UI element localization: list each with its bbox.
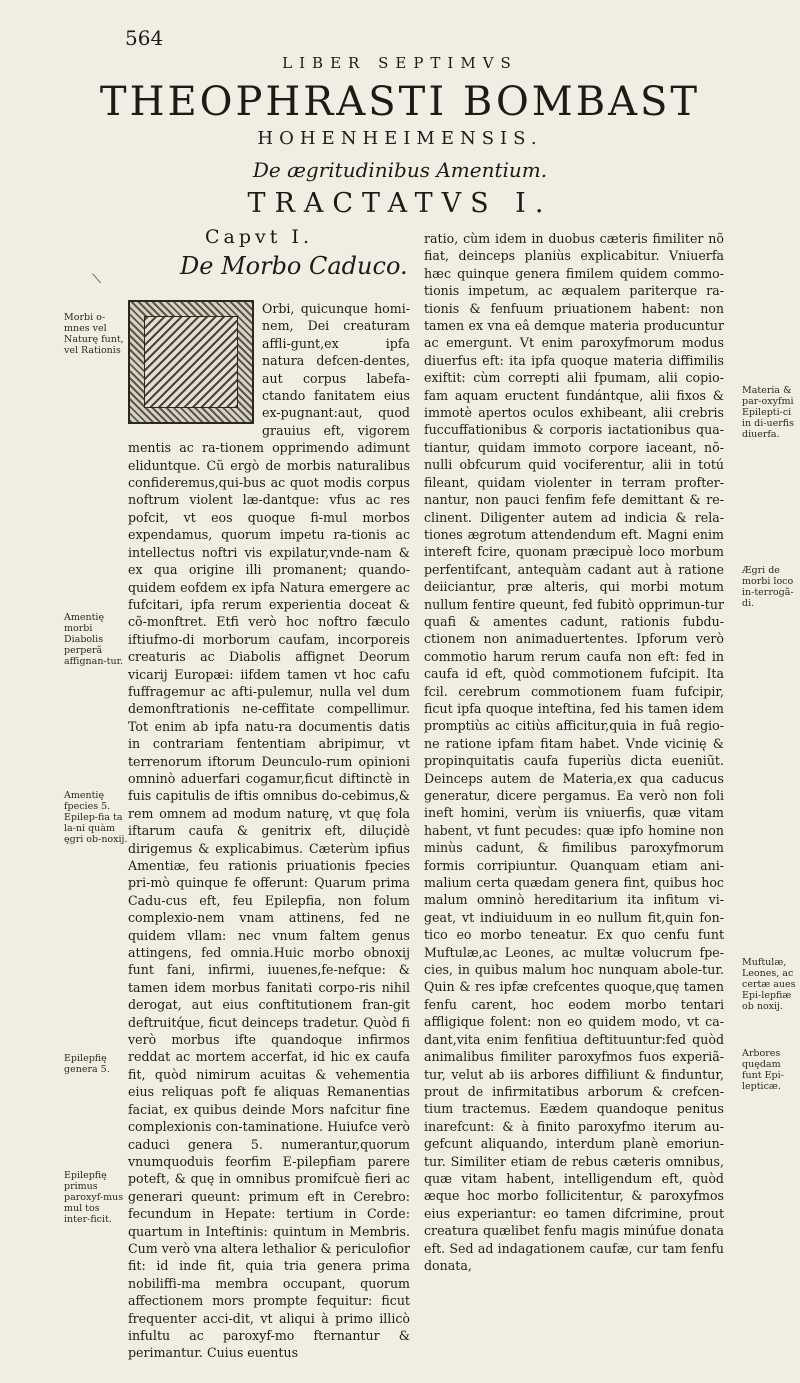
- margin-note-right: Muftulæ, Leones, ac certæ aues Epi-lepfiæ ob noxij.: [742, 957, 796, 1012]
- margin-note-left: Epilepfię genera 5.: [64, 1053, 110, 1075]
- running-head: LIBER SEPTIMVS: [282, 54, 518, 72]
- margin-mark: ⟍: [92, 272, 102, 287]
- margin-note-left: Morbi o-mnes vel Naturę funt, vel Rationis: [64, 312, 124, 356]
- margin-note-left: Amentię fpecies 5. Epilep-fia ta la-ni quàm ęgri ob-noxij.: [64, 790, 128, 845]
- left-column-text: Orbi, quicunque homi-nem, Dei creaturam affli-gunt,ex ipfa natura defcen-dentes, aut corpus labefa-ctando fanitatem eius ex-pugnant:aut, quod grauius eft, vigorem mentis ac ra-tionem opprimendo adimunt eliduntque. Cũ ergò de morbis naturalibus confideremus,qui-bus ac quot modis corpus noftrum violent læ-dantque: vfus ac res pofcit, vt eos quoque fi-mul morbos expendamus, quorum impetu ra-tionis ac intellectus noftri vis expilatur,vnde-nam & ex qua origine illi promanent; quando-quidem eofdem ex ipfa Natura emergere ac fufcitari, ipfa rerum experientia doceat & cõ-monftret. Etfi verò hoc noftro fæculo iftiufmo-di morborum caufam, incorporeis creaturis ac Diabolis affignet Deorum vicarij Europæi: iifdem tamen vt hoc cafu fuffragemur ac afti-pulemur, nulla vel dum demonftrationis ne-ceffitate compellimur. Tot enim ab ipfa natu-ra documentis datis in contrariam fententiam abripimur, vt terrenorum iftorum Deunculo-rum opinioni omninò aduerfari cogamur,ficut diftinctè in fuis capitulis de iftis omnibus do-cebimus,& rem omnem ad modum naturę, vt quę fola iftarum caufa & genitrix eft, diluçidè dirigemus & explicabimus. Cæterùm ipfius Amentiæ, feu rationis priuationis fpecies pri-mò quinque fe offerunt: Quarum prima Cadu-cus eft, feu Epilepfia, non folum complexio-nem vnam attinens, fed ne quidem vllam: nec vnum faltem genus attingens, fed omnia.Huic morbo obnoxij funt fani, infirmi, iuuenes,fe-nefque: & tamen idem morbus fanitati corpo-ris nihil derogat, aut eius conftitutionem fran-git deftruitq́ue, ficut deinceps tradetur. Quòd fi verò morbus ifte quandoque infirmos reddat ac mortem accerfat, id hic ex caufa fit, quòd nimirum acuitas & vehementia eius reliquas poft fe aliquas Remanentias faciat, ex quibus deinde Mors nafcitur fine complexionis con-taminatione. Huiufce verò caduci genera 5. numerantur,quorum vnumquoduis feorfim E-pilepfiam parere poteft, & quę in omnibus promifcuè fieri ac generari queunt: primum eft in Cerebro: fecundum in Hepate: tertium in Corde: quartum in Inteftinis: quintum in Membris. Cum verò vna altera lethalior & periculofior fit: id inde fit, quia tria genera prima nobiliffi-ma membra occupant, quorum affectionem mors prompte fequitur: ficut frequenter acci-dit, vt aliqui à primo illicò infultu ac paroxyf-mo fternantur & perimantur. Cuius euentus: [128, 301, 410, 1361]
- right-column: [424, 230, 724, 1274]
- margin-note-right: Materia & par-oxyfmi Epilepti-ci in di-uerfis diuerfa.: [742, 385, 794, 440]
- work-title: De ægritudinibus Amentium.: [252, 158, 548, 182]
- margin-note-right: Ægri de morbi loco in-terrogã-di.: [742, 565, 794, 609]
- page-number: 564: [125, 26, 164, 50]
- margin-note-right: Arbores quędam funt Epi-lepticæ.: [742, 1048, 784, 1092]
- decorated-initial: [128, 300, 254, 424]
- author-title: THEOPHRASTI BOMBAST: [99, 79, 701, 125]
- margin-note-left: Epilepfię primus paroxyf-mus mul tos inter-ficit.: [64, 1170, 124, 1225]
- author-subtitle: HOHENHEIMENSIS.: [257, 128, 543, 149]
- tractatus-heading: TRACTATVS I.: [247, 188, 553, 219]
- left-column: [128, 300, 410, 1362]
- right-column-text: ratio, cùm idem in duobus cæteris fimiliter nõ fiat, deinceps planiùs explicabitur. Vniuerfa hæc quinque genera fimilem quidem commo-tionis impetum, ac æqualem pariterque ra-tionis & fenfuum priuationem habent: non tamen ex vna eâ demque materia producuntur ac emergunt. Vt enim paroxyfmorum modus diuerfus eft: ita ipfa quoque materia diffimilis exiftit: cùm correpti alii fpumam, alii copio-fam aquam eructent fundántque, alii fixos & immotè apertos oculos exhibeant, alii crebris fuccuffationibus & corporis iactationibus qua-tiantur, quidam immoto corpore iaceant, nõ-nulli obfcurum quid vociferentur, alii in totú fileant, quidam violenter in terram profter-nantur, non pauci fenfim fefe demittant & re-clinent. Diligenter autem ad indicia & rela-tiones ægrotum attendendum eft. Magni enim intereft fcire, quonam præcipuè loco morbum perfentifcant, antequàm cadant aut à ratione deiiciantur, præ alteris, qui morbi motum nullum fentire queunt, fed fubitò opprimun-tur quafi & amentes cadunt, rationis fubdu-ctionem non animaduertentes. Ipforum verò commotio harum rerum caufa non eft: fed in caufa id eft, quòd commotionem fufcipit. Ita fcil. cerebrum commotionem fuam fufcipir, ficut ipfa quoque inteftina, fed his tamen idem promptiùs ac citiùs afficitur,quia in fuâ regio-ne ratione ipfam fitam habet. Vnde vicinię & propinquitatis caufa fuperiùs dicta eueniũt. Deinceps autem de Materia,ex qua caducus generatur, dicere pergamus. Ea verò non foli ineft homini, verùm iis vniuerfis, quæ vitam habent, vt funt pecudes: quæ ipfo homine non minùs cadunt, & fimilibus paroxyfmorum formis corripiuntur. Quanquam etiam ani-malium certa quædam genera fint, quibus hoc malum omninò hereditarium ita infitum vi-geat, vt indiuiduum in eo nullum fit,quin fon-tico eo morbo teneatur. Ex quo cenfu funt Muftulæ,ac Leones, ac multæ volucrum fpe-cies, in quibus malum hoc nunquam abole-tur. Quin & res ipfæ crefcentes quoque,quę tamen fenfu carent, hoc eodem morbo tentari affligique folent: non eo quidem modo, vt ca-dant,vita enim fenfitiua deftituuntur:fed quòd animalibus fimiliter paroxyfmos fuos experiã-tur, velut ab iis arbores diffiliunt & finduntur, prout de infirmitatibus arborum & crefcen-tium tractemus. Eædem quandoque penitus inarefcunt: & à finito paroxyfmo iterum au-gefcunt aliquando, interdum planè emoriun-tur. Similiter etiam de rebus cæteris omnibus, quæ vitam habent, intelligendum eft, quòd æque hoc morbo follicitentur, & paroxyfmos eius experiantur: eo tamen difcrimine, prout creatura quælibet fenfu magis minúfue donata eft. Sed ad indagationem caufæ, cur tam fenfu donata,: [424, 231, 724, 1273]
- margin-note-left: Amentię morbi Diabolis perperã affignan-tur.: [64, 612, 124, 667]
- caput-heading: Capvt I.: [205, 226, 313, 248]
- chapter-title: De Morbo Caduco.: [180, 252, 408, 280]
